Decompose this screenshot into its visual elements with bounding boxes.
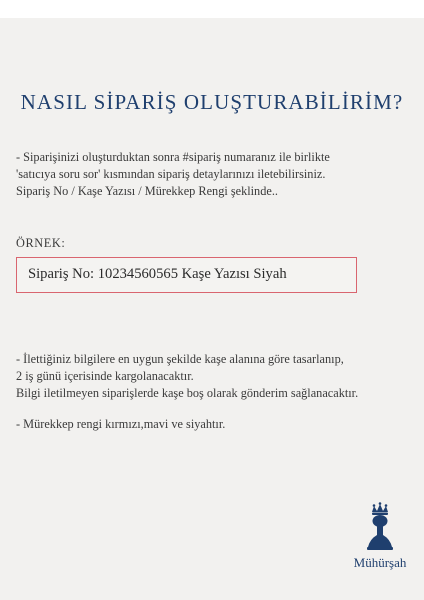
example-label: ÖRNEK:: [16, 236, 66, 250]
note-line: - İlettiğiniz bilgilere en uygun şekilde kaşe alanına göre tasarlanıp,: [16, 352, 344, 366]
stamp-logo-icon: [362, 502, 398, 554]
intro-line: - Siparişinizi oluşturduktan sonra #sipariş numaranız ile birlikte: [16, 150, 330, 164]
intro-line: Sipariş No / Kaşe Yazısı / Mürekkep Rengi şeklinde..: [16, 184, 278, 198]
page-title: NASIL SİPARİŞ OLUŞTURABİLİRİM?: [20, 90, 404, 114]
intro-paragraph: [16, 149, 412, 200]
brand-name: Mühürşah: [353, 555, 407, 570]
note-line: Bilgi iletilmeyen siparişlerde kaşe boş olarak gönderim sağlanacaktır.: [16, 386, 359, 400]
brand-logo: [352, 502, 408, 574]
notes-paragraph: [16, 351, 412, 402]
ink-note: - Mürekkep rengi kırmızı,mavi ve siyahtır.: [16, 417, 226, 431]
note-line: 2 iş günü içerisinde kargolanacaktır.: [16, 369, 194, 383]
example-box: [16, 257, 357, 293]
intro-line: 'satıcıya soru sor' kısmından sipariş detaylarınızı iletebilirsiniz.: [16, 167, 326, 181]
info-card: [0, 18, 424, 600]
example-text: Sipariş No: 10234560565 Kaşe Yazısı Siyah: [28, 266, 287, 282]
